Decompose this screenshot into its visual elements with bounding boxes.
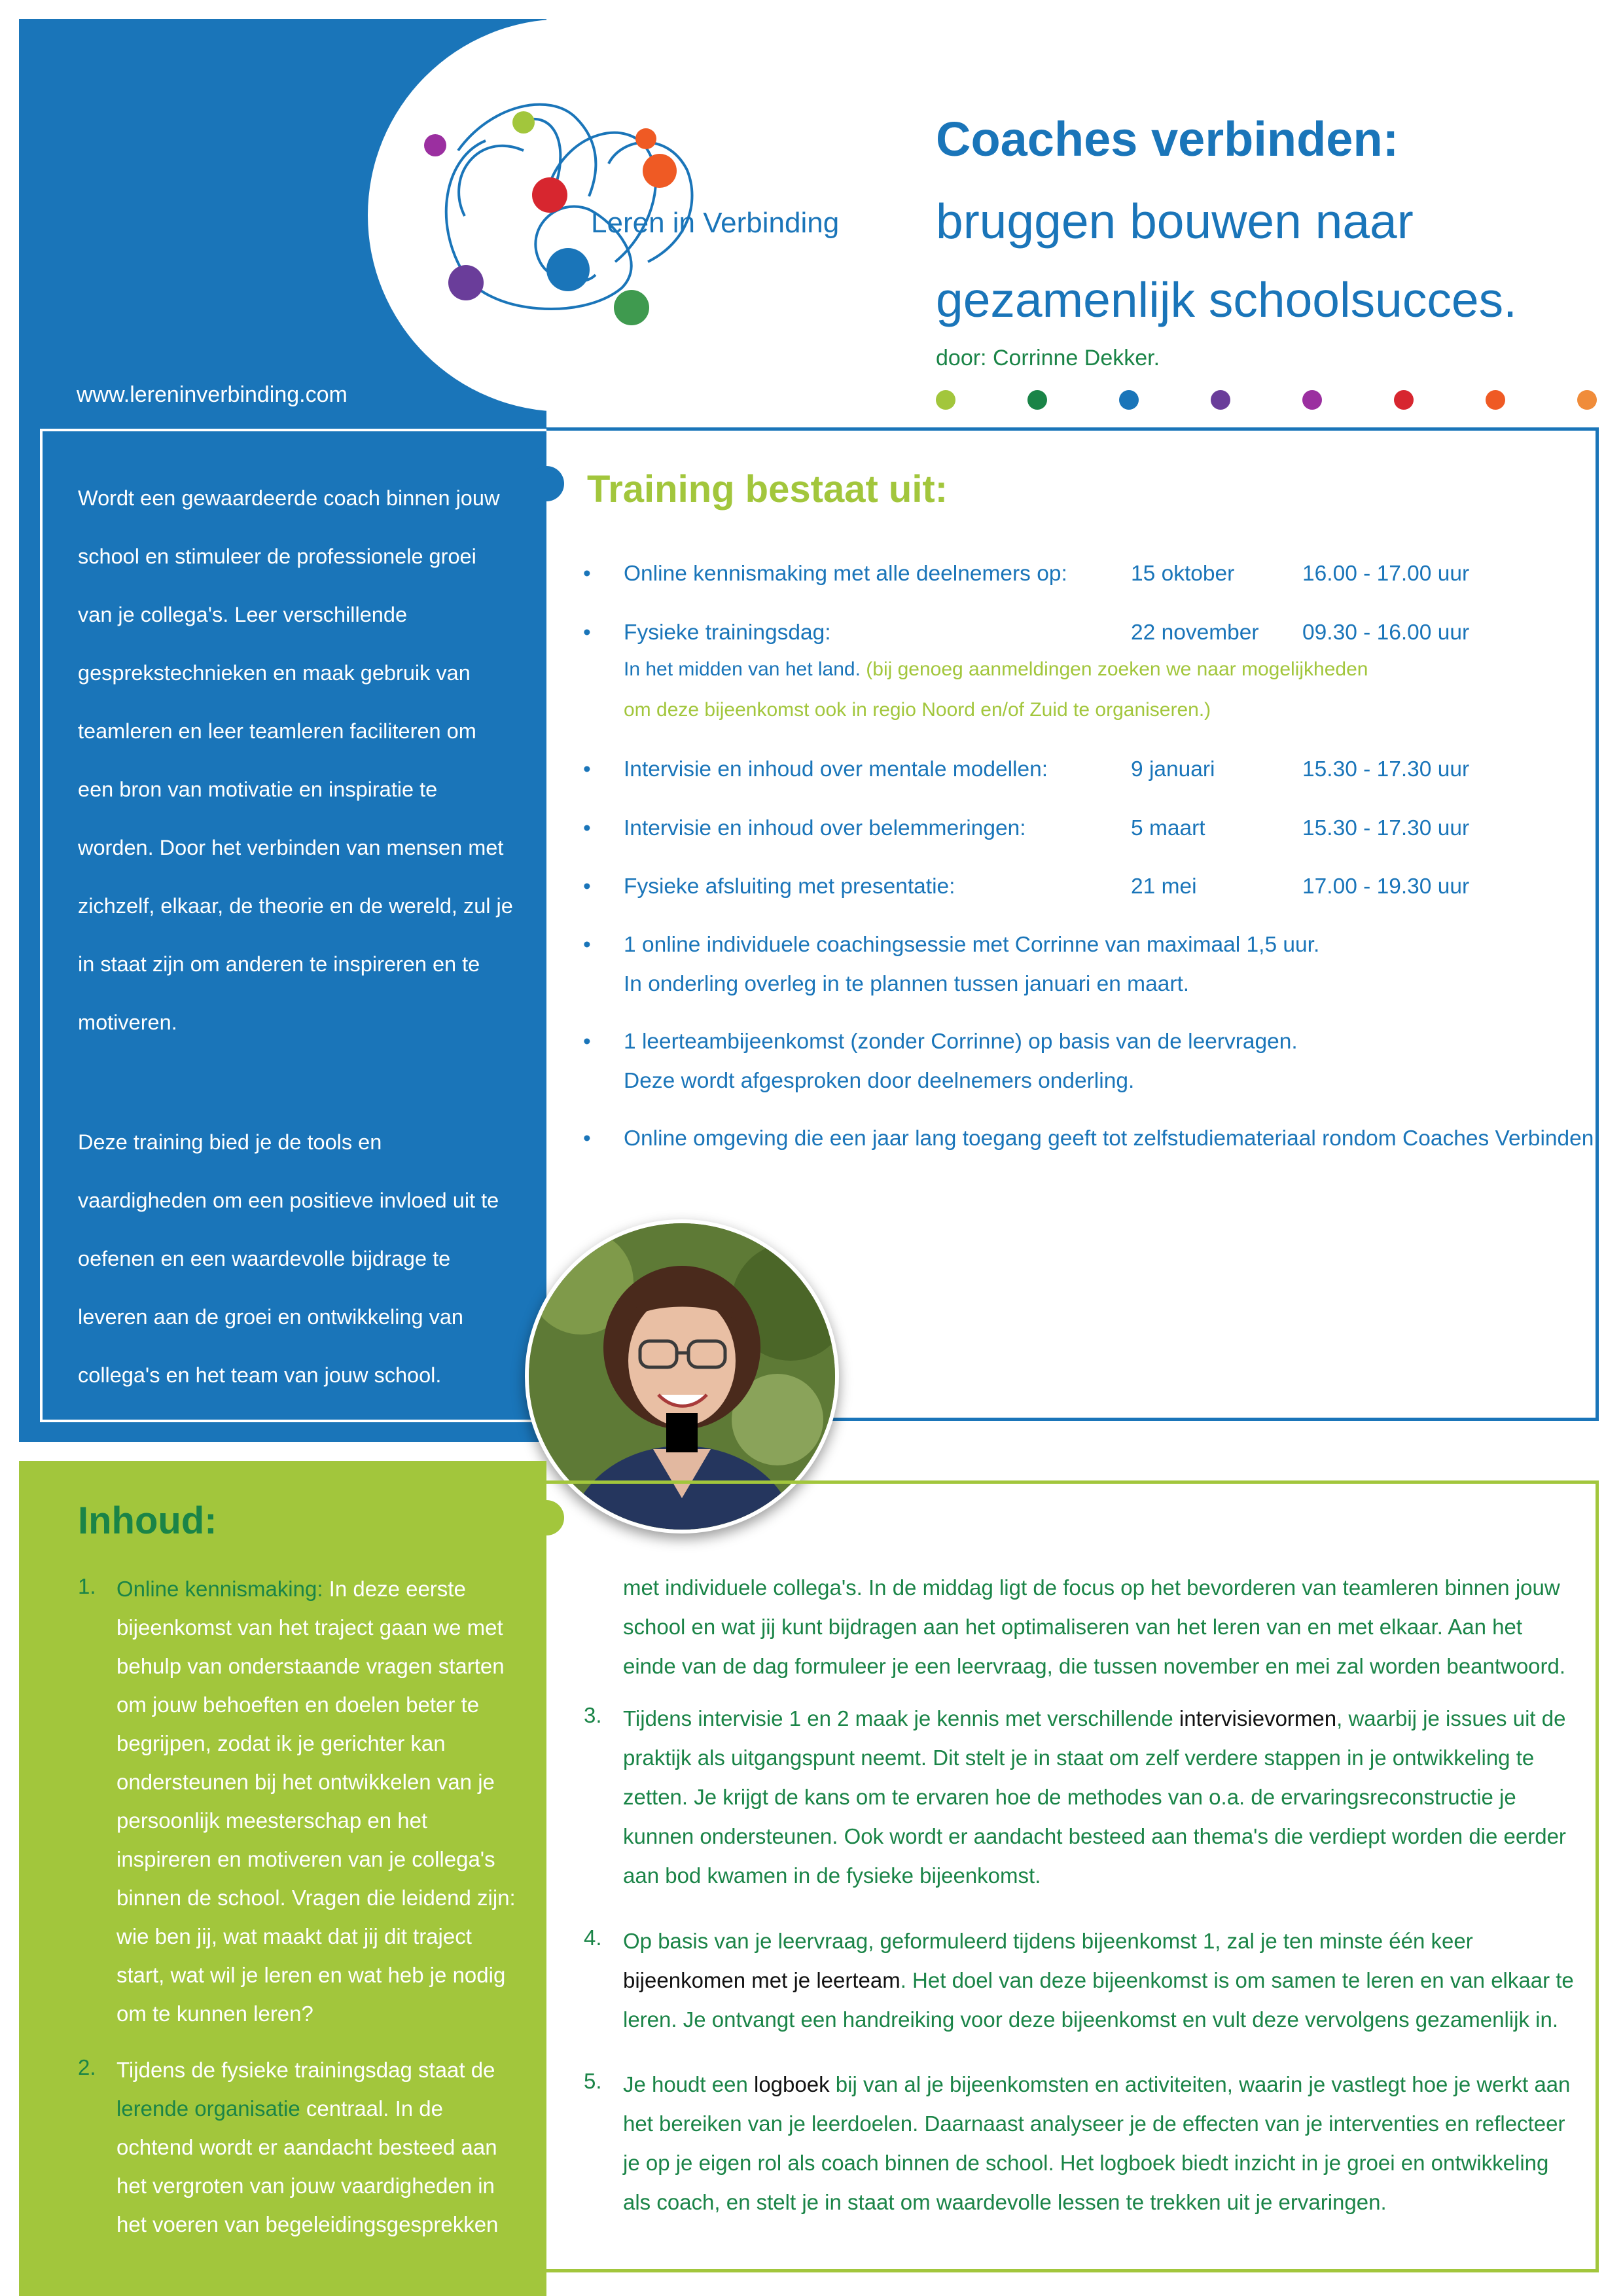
page-subtitle: bruggen bouwen naar gezamenlijk schoolsucces.	[936, 194, 1517, 327]
contents-tab-dot	[529, 1500, 564, 1535]
contents-item-2-continued: met individuele collega's. In de middag ligt de focus op het bevorderen van teamleren binnen jouw school en wat jij kunt bijdragen aan het optimaliseren van het leren van en met elkaar. Aan het einde van de dag formuleer je een leervraag, die tussen november en mei zal worden beantwoord.	[623, 1575, 1566, 1678]
item-5-highlight: logboek	[754, 2072, 830, 2096]
contents-item-3	[623, 1699, 1578, 1895]
training-item-time: 17.00 - 19.30 uur	[1302, 874, 1470, 899]
bullet-icon: •	[583, 1126, 591, 1151]
decor-dot-orange	[1486, 390, 1505, 410]
intro-paragraph-2: Deze training bied je de tools en vaardigheden om een positieve invloed uit te oefenen en een waardevolle bijdrage te leveren aan de groei en ontwikkeling van collega's en het team van jouw school.	[78, 1130, 499, 1387]
training-item-text: Online kennismaking met alle deelnemers op:	[624, 562, 1067, 586]
training-item-text: 1 leerteambijeenkomst (zonder Corrinne) op basis van de leervragen.	[624, 1030, 1298, 1054]
training-item-time: 15.30 - 17.30 uur	[1302, 757, 1470, 781]
training-item-date: 9 januari	[1131, 757, 1215, 781]
training-item-time: 09.30 - 16.00 uur	[1302, 620, 1470, 645]
decor-dot-green	[1027, 390, 1047, 410]
training-item-time: 16.00 - 17.00 uur	[1302, 562, 1470, 586]
bullet-icon: •	[583, 1030, 591, 1054]
logo-dot-lime	[512, 111, 535, 134]
item-4-highlight: bijeenkomen met je leerteam	[623, 1968, 901, 1992]
logo-dot-orange-small	[635, 128, 656, 149]
item-number-5: 5.	[584, 2069, 602, 2093]
item-2-highlight: lerende organisatie	[116, 2096, 300, 2121]
training-item-date: 5 maart	[1131, 816, 1205, 840]
item-3-text-a: Tijdens intervisie 1 en 2 maak je kennis met verschillende	[623, 1706, 1179, 1731]
decor-dot-light-orange	[1577, 390, 1597, 410]
item-1-text: In deze eerste bijeenkomst van het traject gaan we met behulp van onderstaande vragen starten om jouw behoeften en doelen beter te begrijpen, zodat ik je gerichter kan ondersteunen bij het ontwikkelen van je persoonlijk meesterschap en het inspireren en motiveren van je collega's binnen de school. Vragen die leidend zijn: wie ben jij, wat maakt dat jij dit traject start, wat wil je leren en wat heb je nodig om te kunnen leren?	[116, 1577, 516, 2026]
logo-dot-red	[532, 177, 567, 213]
training-item-text: Intervisie en inhoud over mentale modellen:	[624, 757, 1048, 781]
contents-item-1	[116, 1570, 522, 2033]
training-item-sub: Deze wordt afgesproken door deelnemers onderling.	[624, 1069, 1135, 1093]
item-3-highlight: intervisievormen	[1179, 1706, 1337, 1731]
note-green-1: (bij genoeg aanmeldingen zoeken we naar mogelijkheden	[866, 658, 1368, 680]
item-5-text-a: Je houdt een	[623, 2072, 754, 2096]
training-item-note	[624, 658, 1368, 681]
training-item-date: 22 november	[1131, 620, 1259, 645]
training-item-date: 21 mei	[1131, 874, 1197, 899]
training-item-text: 1 online individuele coachingsessie met Corrinne van maximaal 1,5 uur.	[624, 933, 1320, 957]
training-item-date: 15 oktober	[1131, 562, 1235, 586]
logo-dot-orange	[643, 154, 677, 188]
item-5-text-b: bij van al je bijeenkomsten en activiteiten, waarin je vastlegt hoe je werkt aan het bereiken van je leerdoelen. Daarnaast analyseer je de effecten van je interventies en reflecteer je op je eigen rol als coach binnen de school. Het logboek biedt inzicht in je groei en ontwikkeling als coach, en stelt je in staat om waardevolle lessen te trekken uit je ervaringen.	[623, 2072, 1571, 2214]
note-green-2: om deze bijeenkomst ook in regio Noord en/of Zuid te organiseren.)	[624, 699, 1211, 721]
training-item-text: Online omgeving die een jaar lang toegang geeft tot zelfstudiemateriaal rondom Coaches Verbinden.	[624, 1126, 1600, 1151]
training-item-time: 15.30 - 17.30 uur	[1302, 816, 1470, 840]
item-2-text-a: Tijdens de fysieke trainingsdag staat de	[116, 2058, 495, 2082]
logo-dot-purple	[448, 265, 484, 300]
bullet-icon: •	[583, 757, 591, 781]
decor-dot-purple	[1211, 390, 1230, 410]
item-number-3: 3.	[584, 1703, 602, 1727]
training-item-text: Fysieke trainingsdag:	[624, 620, 831, 645]
decor-dot-lime	[936, 390, 955, 410]
training-item-sub: In onderling overleg in te plannen tussen januari en maart.	[624, 972, 1190, 996]
contents-item-4	[623, 1922, 1578, 2039]
bullet-icon: •	[583, 933, 591, 957]
intro-paragraph-1: Wordt een gewaardeerde coach binnen jouw school en stimuleer de professionele groei van je collega's. Leer verschillende gesprekstechnieken en maak gebruik van teamleren en leer teamleren faciliteren om een bron van motivatie en inspiratie te worden. Door het verbinden van mensen met zichzelf, elkaar, de theorie en de wereld, zul je in staat zijn om anderen te inspireren en te motiveren.	[78, 486, 513, 1034]
logo-text: Leren in Verbinding	[591, 207, 840, 239]
note-blue: In het midden van het land.	[624, 658, 861, 680]
logo-dot-green	[614, 290, 649, 325]
decor-dot-red	[1394, 390, 1414, 410]
logo	[419, 92, 890, 340]
author-line: door: Corrinne Dekker.	[936, 346, 1160, 370]
item-number-4: 4.	[584, 1926, 602, 1950]
website-url[interactable]: www.lereninverbinding.com	[77, 382, 348, 407]
item-3-text-b: , waarbij je issues uit de praktijk als uitgangspunt neemt. Dit stelt je in staat om zelf verdere stappen in je ontwikkeling te zetten. Je krijgt de kans om te ervaren hoe de methodes van o.a. de ervaringsreconstructie je kunnen ondersteunen. Ook wordt er aandacht besteed aan thema's die verdiept worden die eerder aan bod kwamen in de fysieke bijeenkomst.	[623, 1706, 1566, 1888]
decor-dot-magenta	[1302, 390, 1322, 410]
item-4-text-b: . Het doel van deze bijeenkomst is om samen te leren en van elkaar te leren. Je ontvangt een handreiking voor deze bijeenkomst en vult deze vervolgens gezamenlijk in.	[623, 1968, 1574, 2032]
item-number-2: 2.	[78, 2055, 96, 2079]
logo-dot-magenta	[424, 134, 446, 156]
item-4-text-a: Op basis van je leervraag, geformuleerd tijdens bijeenkomst 1, zal je ten minste één keer	[623, 1929, 1473, 1953]
training-heading: Training bestaat uit:	[587, 468, 948, 511]
training-item-text: Intervisie en inhoud over belemmeringen:	[624, 816, 1026, 840]
item-number-1: 1.	[78, 1574, 96, 1598]
decor-dot-blue	[1119, 390, 1139, 410]
item-2-text-b: centraal. In de ochtend wordt er aandacht besteed aan het vergroten van jouw vaardigheden in het voeren van begeleidingsgesprekken	[116, 2096, 499, 2236]
item-1-lead: Online kennismaking:	[116, 1577, 323, 1601]
training-item-text: Fysieke afsluiting met presentatie:	[624, 874, 955, 899]
bullet-icon: •	[583, 562, 591, 586]
training-tab-dot	[529, 466, 564, 501]
contents-item-2	[116, 2051, 522, 2244]
bullet-icon: •	[583, 620, 591, 645]
contents-heading: Inhoud:	[78, 1499, 217, 1542]
bullet-icon: •	[583, 874, 591, 899]
contents-item-5	[623, 2065, 1578, 2222]
page-title: Coaches verbinden:	[936, 112, 1399, 166]
logo-dot-blue	[546, 248, 590, 291]
bullet-icon: •	[583, 816, 591, 840]
